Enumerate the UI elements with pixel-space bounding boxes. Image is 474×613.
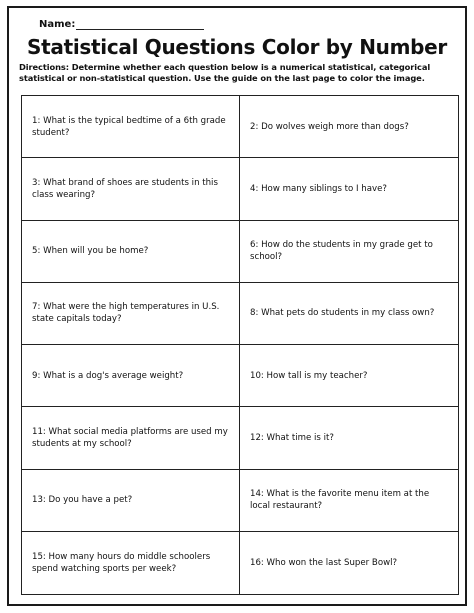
name-label: Name: <box>39 19 76 30</box>
name-blank-line <box>76 20 204 30</box>
questions-table <box>21 95 459 595</box>
question-cell-13: 13: Do you have a pet? <box>22 470 240 532</box>
question-cell-6: 6: How do the students in my grade get to school? <box>240 221 458 283</box>
question-cell-7: 7: What were the high temperatures in U.S. state capitals today? <box>22 283 240 345</box>
question-cell-12: 12: What time is it? <box>240 407 458 469</box>
question-cell-2: 2: Do wolves weigh more than dogs? <box>240 96 458 158</box>
question-cell-5: 5: When will you be home? <box>22 221 240 283</box>
question-cell-15: 15: How many hours do middle schoolers spend watching sports per week? <box>22 532 240 594</box>
page-title: Statistical Questions Color by Number <box>27 35 447 59</box>
question-cell-16: 16: Who won the last Super Bowl? <box>250 557 398 568</box>
question-cell-1: 1: What is the typical bedtime of a 6th grade student? <box>22 96 240 158</box>
question-cell-10: 10: How tall is my teacher? <box>240 345 458 407</box>
question-cell-4: 4: How many siblings to I have? <box>240 158 458 220</box>
question-cell-8: 8: What pets do students in my class own? <box>240 283 458 345</box>
worksheet-page <box>7 6 467 606</box>
question-cell-3: 3: What brand of shoes are students in this class wearing? <box>22 158 240 220</box>
question-cell-9: 9: What is a dog's average weight? <box>22 345 240 407</box>
question-cell-14: 14: What is the favorite menu item at the local restaurant? <box>240 470 458 532</box>
question-cell-11: 11: What social media platforms are used my students at my school? <box>22 407 240 469</box>
name-field <box>39 19 204 30</box>
directions-text: Directions: Determine whether each question below is a numerical statistical, categorical statistical or non-statistical question. Use the guide on the last page to color the image. <box>19 62 431 83</box>
